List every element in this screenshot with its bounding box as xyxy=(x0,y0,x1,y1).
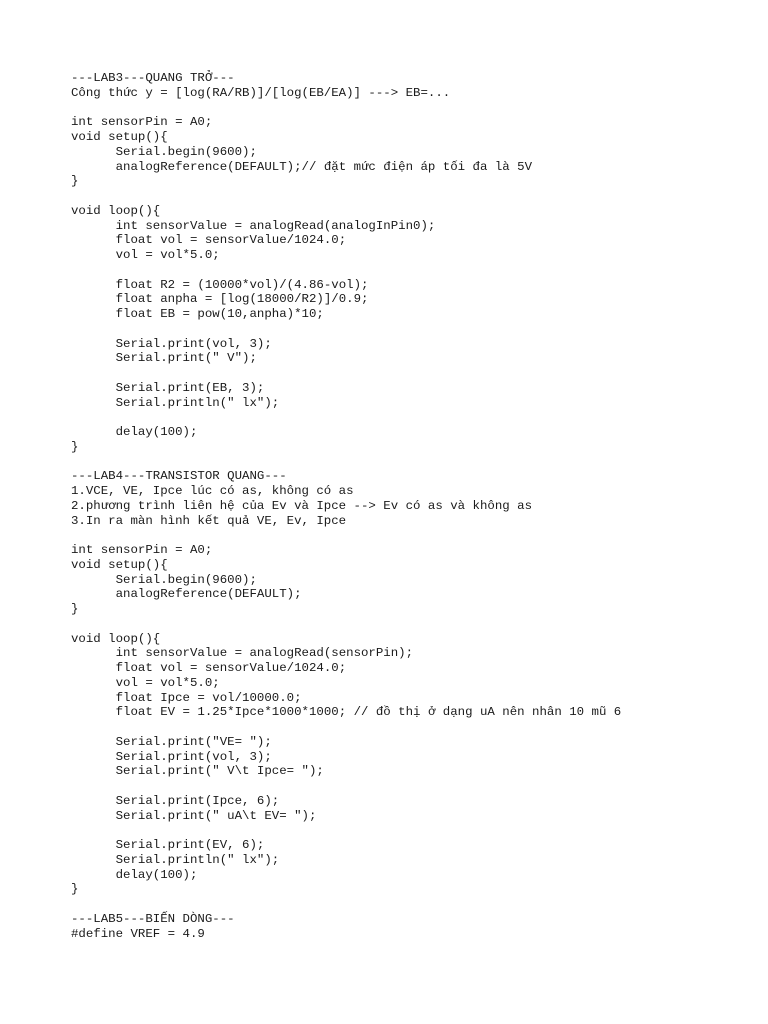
text-line: } xyxy=(71,439,79,454)
text-line: Serial.print(Ipce, 6); xyxy=(71,793,280,808)
text-line: Serial.print(" V"); xyxy=(71,351,257,366)
text-line: delay(100); xyxy=(71,425,198,439)
text-line: delay(100); xyxy=(71,867,198,882)
text-line: float vol = sensorValue/1024.0; xyxy=(71,661,347,675)
text-line: float EV = 1.25*Ipce*1000*1000; // đồ thị ở dạng uA nên nhân 10 mũ 6 xyxy=(71,705,622,720)
text-line: 3.In ra màn hình kết quả VE, Ev, Ipce xyxy=(71,513,347,528)
text-line: analogReference(DEFAULT);// đặt mức điện áp tối đa là 5V xyxy=(71,159,533,174)
text-line: Serial.print(EV, 6); xyxy=(71,838,265,852)
text-line: Serial.println(" lx"); xyxy=(71,852,280,867)
text-line: 1.VCE, VE, Ipce lúc có as, không có as xyxy=(71,484,354,498)
text-line xyxy=(71,101,621,116)
text-line: float EB = pow(10,anpha)*10; xyxy=(71,307,324,321)
text-line: analogReference(DEFAULT); xyxy=(71,587,302,602)
text-line: void loop(){ xyxy=(71,631,161,646)
text-line: #define VREF = 4.9 xyxy=(71,926,205,941)
text-line: ---LAB3---QUANG TRỞ--- xyxy=(71,71,235,85)
text-line xyxy=(71,897,621,912)
text-line xyxy=(71,528,621,543)
text-line: Serial.print(vol, 3); xyxy=(71,336,272,351)
text-line: ---LAB5---BIẾN DÒNG--- xyxy=(71,911,235,926)
text-line xyxy=(71,410,621,425)
text-line: float Ipce = vol/10000.0; xyxy=(71,690,302,705)
text-line: int sensorPin = A0; xyxy=(71,543,213,557)
text-line: Serial.print(EB, 3); xyxy=(71,380,265,395)
text-line: void setup(){ xyxy=(71,130,168,144)
text-line: Serial.print(" uA\t EV= "); xyxy=(71,808,317,823)
text-line: Serial.println(" lx"); xyxy=(71,395,280,410)
text-line: Công thức y = [log(RA/RB)]/[log(EB/EA)] ---> EB=... xyxy=(71,85,451,100)
text-line: float R2 = (10000*vol)/(4.86-vol); xyxy=(71,277,369,292)
text-line xyxy=(71,366,621,381)
text-line: } xyxy=(71,602,79,616)
text-line: } xyxy=(71,174,79,189)
text-line: Serial.begin(9600); xyxy=(71,144,257,159)
text-line: Serial.print(vol, 3); xyxy=(71,749,272,764)
text-line: Serial.print("VE= "); xyxy=(71,734,272,749)
text-line xyxy=(71,720,621,735)
text-line: ---LAB4---TRANSISTOR QUANG--- xyxy=(71,469,287,484)
text-line xyxy=(71,779,621,794)
text-line: float vol = sensorValue/1024.0; xyxy=(71,233,347,248)
text-line xyxy=(71,189,621,204)
document-body xyxy=(71,71,621,941)
text-line xyxy=(71,823,621,838)
text-line: void loop(){ xyxy=(71,203,161,218)
text-line: Serial.begin(9600); xyxy=(71,572,257,587)
text-line xyxy=(71,617,621,632)
text-line: 2.phương trình liên hệ của Ev và Ipce --> Ev có as và không as xyxy=(71,498,533,513)
text-line: Serial.print(" V\t Ipce= "); xyxy=(71,764,324,779)
text-line xyxy=(71,322,621,337)
text-line: int sensorValue = analogRead(sensorPin); xyxy=(71,646,414,661)
text-line: vol = vol*5.0; xyxy=(71,675,220,690)
text-line: int sensorPin = A0; xyxy=(71,115,213,130)
text-line: int sensorValue = analogRead(analogInPin0); xyxy=(71,218,436,233)
text-line: void setup(){ xyxy=(71,557,168,572)
text-line xyxy=(71,455,621,470)
text-line: } xyxy=(71,882,79,897)
text-line: vol = vol*5.0; xyxy=(71,248,220,262)
text-line xyxy=(71,263,621,278)
text-line: float anpha = [log(18000/R2)]/0.9; xyxy=(71,292,369,307)
